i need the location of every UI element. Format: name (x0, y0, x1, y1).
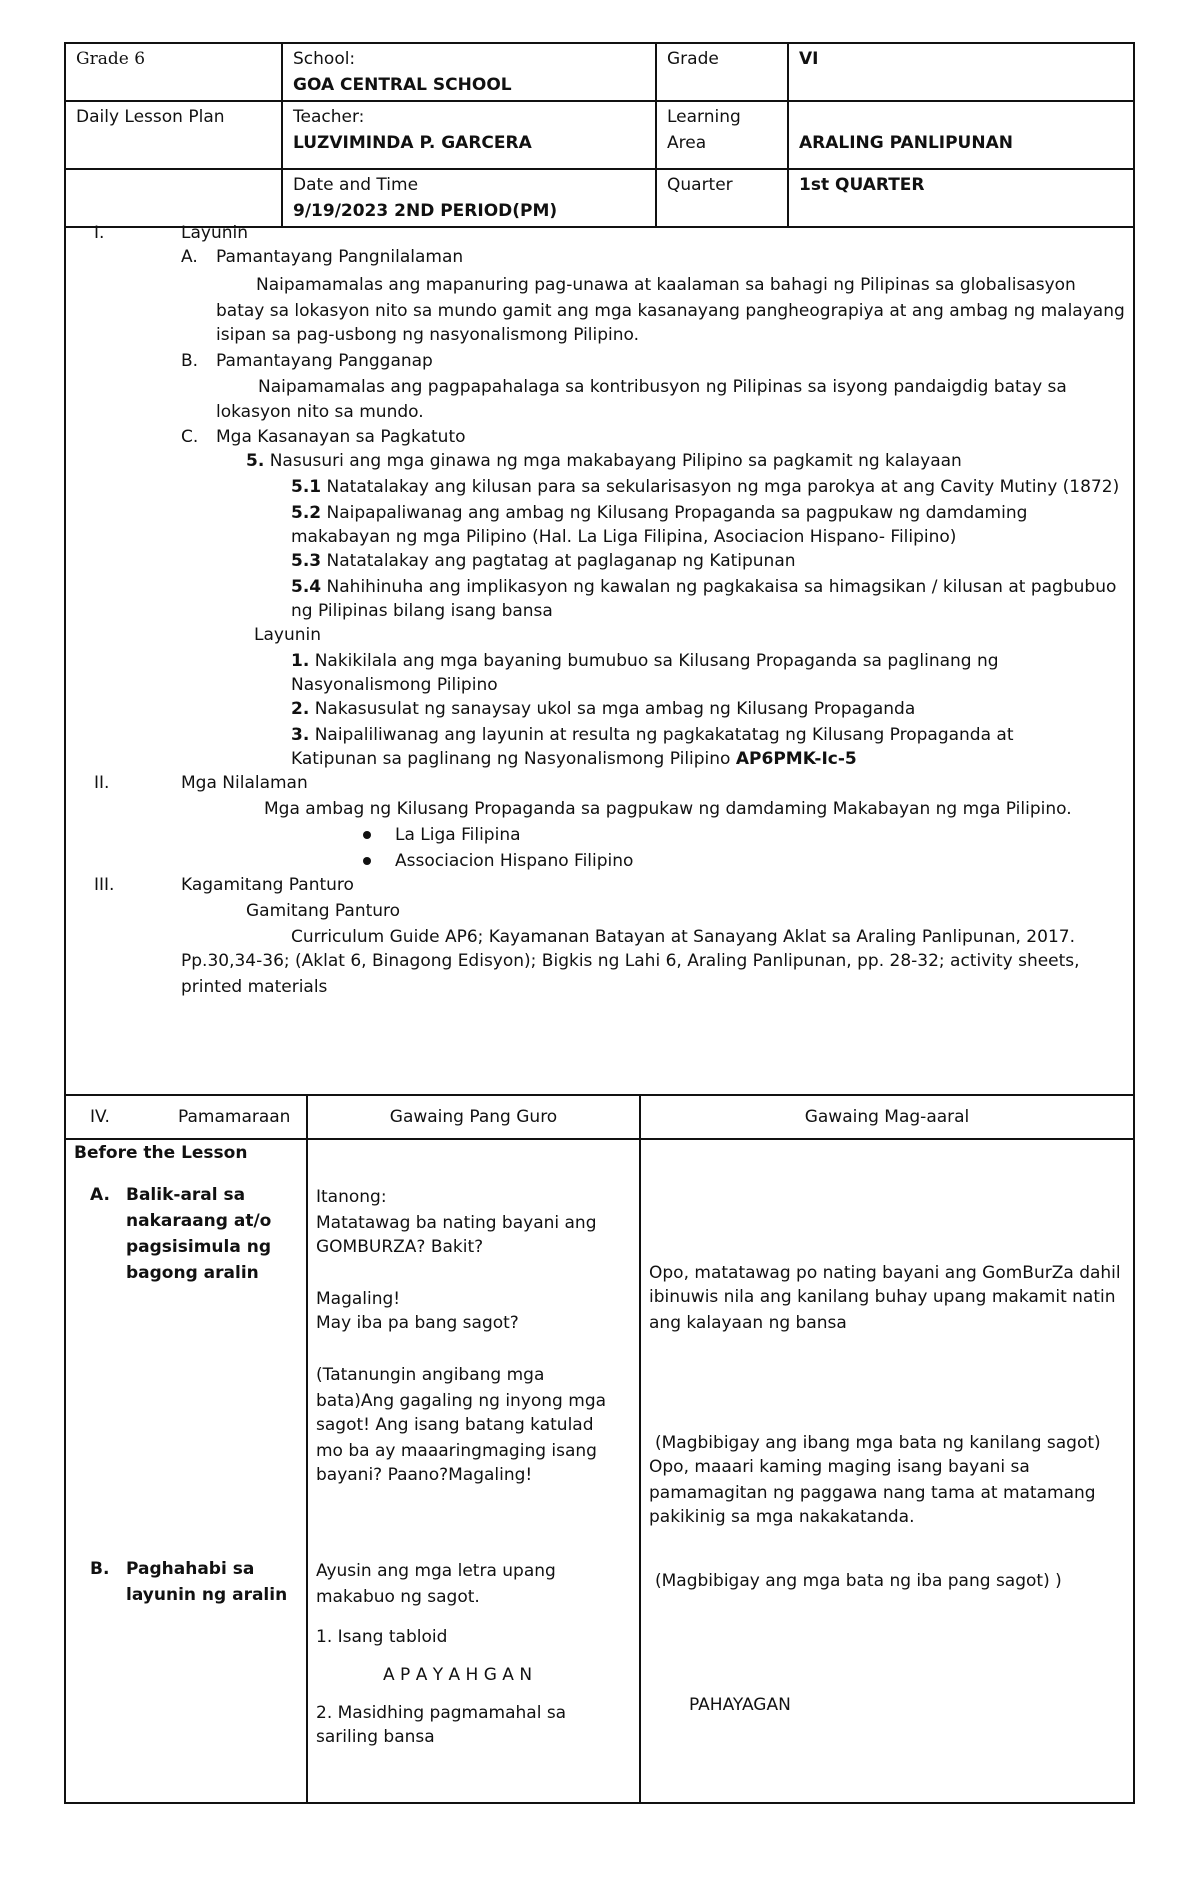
procedure-table (64, 1094, 1135, 1804)
magaaral-cell (640, 1139, 1134, 1803)
section-a-title: Pamantayang Pangnilalaman (216, 247, 464, 267)
guro-line-13: 1. Isang tabloid (316, 1627, 448, 1647)
section-i-title: Layunin (181, 223, 248, 243)
phase-a-l4: bagong aralin (126, 1263, 259, 1283)
datetime-label: Date and Time (293, 175, 419, 195)
quarter-value: 1st QUARTER (799, 175, 925, 195)
section-b-text-2: lokasyon nito sa mundo. (216, 402, 424, 422)
competency-5-1: 5.1 Natatalakay ang kilusan para sa sekularisasyon ng mga parokya at ang Cavity Mutiny (1872) (291, 477, 1120, 497)
teacher-cell (282, 101, 656, 169)
objectives-section (64, 218, 1135, 1136)
section-a-text-2: batay sa lokasyon nito sa mundo gamit ang mga kasanayang pangheograpiya at ang ambag ng malayang (216, 301, 1125, 321)
section-b-title: Pamantayang Pangganap (216, 351, 433, 371)
school-value: GOA CENTRAL SCHOOL (293, 75, 512, 95)
mag-line-1: Opo, matatawag po nating bayani ang GomBurZa dahil (649, 1263, 1121, 1283)
iv-title: Pamamaraan (178, 1107, 291, 1127)
grade6-label: Grade 6 (76, 49, 146, 69)
section-iii-text-1: Curriculum Guide AP6; Kayamanan Batayan at Sanayang Aklat sa Araling Panlipunan, 2017. (291, 927, 1075, 947)
learning-area-value: ARALING PANLIPUNAN (799, 133, 1013, 153)
learning-area-label-1: Learning (667, 107, 741, 127)
section-a-text-3: isipan sa pag-usbong ng nasyonalismong Pilipino. (216, 325, 640, 345)
phase-cell (65, 1139, 307, 1803)
dlp-cell (65, 101, 282, 169)
datetime-value: 9/19/2023 2ND PERIOD(PM) (293, 201, 558, 221)
section-c-title: Mga Kasanayan sa Pagkatuto (216, 427, 466, 447)
content-bullet-1: La Liga Filipina (363, 822, 521, 848)
section-iii-title: Kagamitang Panturo (181, 875, 354, 895)
learning-area-label-2: Area (667, 133, 707, 153)
competency-5-3: 5.3 Natatalakay ang pagtatag at paglaganap ng Katipunan (291, 551, 796, 571)
phase-b-l2: layunin ng aralin (126, 1585, 288, 1605)
section-iii-text-2: Pp.30,34-36; (Aklat 6, Binagong Edisyon); Bigkis ng Lahi 6, Araling Panlipunan, pp. 28-32; activity sheets, (181, 951, 1080, 971)
phase-a-l1: Balik-aral sa (126, 1185, 246, 1205)
procedure-body-row (65, 1139, 1134, 1803)
guro-line-15: 2. Masidhing pagmamahal sa (316, 1703, 567, 1723)
dlp-label: Daily Lesson Plan (76, 107, 225, 127)
section-ii-title: Mga Nilalaman (181, 773, 308, 793)
before-lesson: Before the Lesson (74, 1143, 248, 1163)
guro-line-5: May iba pa bang sagot? (316, 1313, 519, 1333)
competency-5-2: 5.2 Naipapaliwanag ang ambag ng Kilusang Propaganda sa pagpukaw ng damdaming (291, 503, 1028, 523)
phase-b-l1: Paghahabi sa (126, 1559, 255, 1579)
section-iii-sub: Gamitang Panturo (246, 901, 401, 921)
grade-value: VI (799, 49, 819, 69)
learning-area-value-cell (788, 101, 1134, 169)
mag-line-3: ang kalayaan ng bansa (649, 1313, 847, 1333)
magaaral-header (640, 1095, 1134, 1139)
lesson-plan-page (64, 42, 1135, 1852)
col-magaaral: Gawaing Mag-aaral (804, 1107, 970, 1127)
phase-a-num: A. (90, 1185, 110, 1205)
guro-line-9: mo ba ay maaaringmaging isang (316, 1441, 597, 1461)
grade-label: Grade (667, 49, 719, 69)
guro-line-12: makabuo ng sagot. (316, 1587, 480, 1607)
mag-line-6: pamamagitan ng paggawa nang tama at matamang (649, 1483, 1096, 1503)
guro-line-2: Matatawag ba nating bayani ang (316, 1213, 597, 1233)
section-b-num: B. (181, 351, 199, 371)
mag-line-2: ibinuwis nila ang kanilang buhay upang makamit natin (649, 1287, 1116, 1307)
quarter-label: Quarter (667, 175, 733, 195)
guro-line-1: Itanong: (316, 1187, 387, 1207)
content-bullet-2: Associacion Hispano Filipino (363, 848, 633, 874)
competency-5-2-cont: makabayan ng mga Pilipino (Hal. La Liga Filipina, Asociacion Hispano- Filipino) (291, 527, 957, 547)
section-i-num: I. (94, 223, 105, 243)
school-cell (282, 43, 656, 101)
section-a-text-1: Naipamamalas ang mapanuring pag-unawa at kaalaman sa bahagi ng Pilipinas sa globalisasyon (256, 275, 1076, 295)
bullet-icon (363, 831, 371, 839)
guro-line-6: (Tatanungin angibang mga (316, 1365, 545, 1385)
mag-line-8: (Magbibigay ang mga bata ng iba pang sagot) ) (655, 1571, 1062, 1591)
guro-line-3: GOMBURZA? Bakit? (316, 1237, 484, 1257)
layunin-subheading: Layunin (254, 625, 321, 645)
guro-scrambled-word: A P A Y A H G A N (383, 1665, 533, 1685)
bullet-icon (363, 857, 371, 865)
competency-5-4: 5.4 Nahihinuha ang implikasyon ng kawalan ng pagkakaisa sa himagsikan / kilusan at pagbubuo (291, 577, 1117, 597)
section-ii-num: II. (94, 773, 110, 793)
objective-1: 1. Nakikilala ang mga bayaning bumubuo sa Kilusang Propaganda sa paglinang ng (291, 651, 999, 671)
mag-line-5: Opo, maaari kaming maging isang bayani sa (649, 1457, 1030, 1477)
phase-a-l3: pagsisimula ng (126, 1237, 272, 1257)
guro-line-7: bata)Ang gagaling ng inyong mga (316, 1391, 607, 1411)
section-b-text-1: Naipamamalas ang pagpapahalaga sa kontribusyon ng Pilipinas sa isyong pandaigdig batay sa (258, 377, 1067, 397)
mag-answer: PAHAYAGAN (689, 1695, 791, 1715)
school-label: School: (293, 49, 356, 69)
competency-5: 5. Nasusuri ang mga ginawa ng mga makabayang Pilipino sa pagkamit ng kalayaan (246, 451, 962, 471)
guro-line-10: bayani? Paano?Magaling! (316, 1465, 533, 1485)
objective-1-cont: Nasyonalismong Pilipino (291, 675, 498, 695)
objective-2: 2. Nakasusulat ng sanaysay ukol sa mga ambag ng Kilusang Propaganda (291, 699, 916, 719)
grade-label-cell (656, 43, 788, 101)
header-table (64, 42, 1135, 228)
pamamaraan-header (65, 1095, 307, 1139)
iv-num: IV. (90, 1107, 110, 1127)
teacher-label: Teacher: (293, 107, 365, 127)
section-a-num: A. (181, 247, 198, 267)
procedure-header-row (65, 1095, 1134, 1139)
learning-area-label-cell (656, 101, 788, 169)
guro-line-11: Ayusin ang mga letra upang (316, 1561, 556, 1581)
guro-line-4: Magaling! (316, 1289, 401, 1309)
competency-5-4-cont: ng Pilipinas bilang isang bansa (291, 601, 553, 621)
col-guro: Gawaing Pang Guro (389, 1107, 558, 1127)
section-iii-num: III. (94, 875, 115, 895)
objective-3: 3. Naipaliliwanag ang layunin at resulta ng pagkakatatag ng Kilusang Propaganda at (291, 725, 1014, 745)
grade-value-cell (788, 43, 1134, 101)
phase-b-num: B. (90, 1559, 110, 1579)
objective-3-cont: Katipunan sa paglinang ng Nasyonalismong Pilipino AP6PMK-Ic-5 (291, 749, 857, 769)
phase-a-l2: nakaraang at/o (126, 1211, 272, 1231)
grade6-cell (65, 43, 282, 101)
section-ii-text: Mga ambag ng Kilusang Propaganda sa pagpukaw ng damdaming Makabayan ng mga Pilipino. (264, 799, 1072, 819)
section-c-num: C. (181, 427, 199, 447)
teacher-value: LUZVIMINDA P. GARCERA (293, 133, 532, 153)
guro-line-8: sagot! Ang isang batang katulad (316, 1415, 594, 1435)
guro-line-16: sariling bansa (316, 1727, 435, 1747)
guro-cell (307, 1139, 640, 1803)
mag-line-7: pakikinig sa mga nakakatanda. (649, 1507, 915, 1527)
mag-line-4: (Magbibigay ang ibang mga bata ng kanilang sagot) (655, 1433, 1101, 1453)
guro-header (307, 1095, 640, 1139)
section-iii-text-3: printed materials (181, 977, 328, 997)
